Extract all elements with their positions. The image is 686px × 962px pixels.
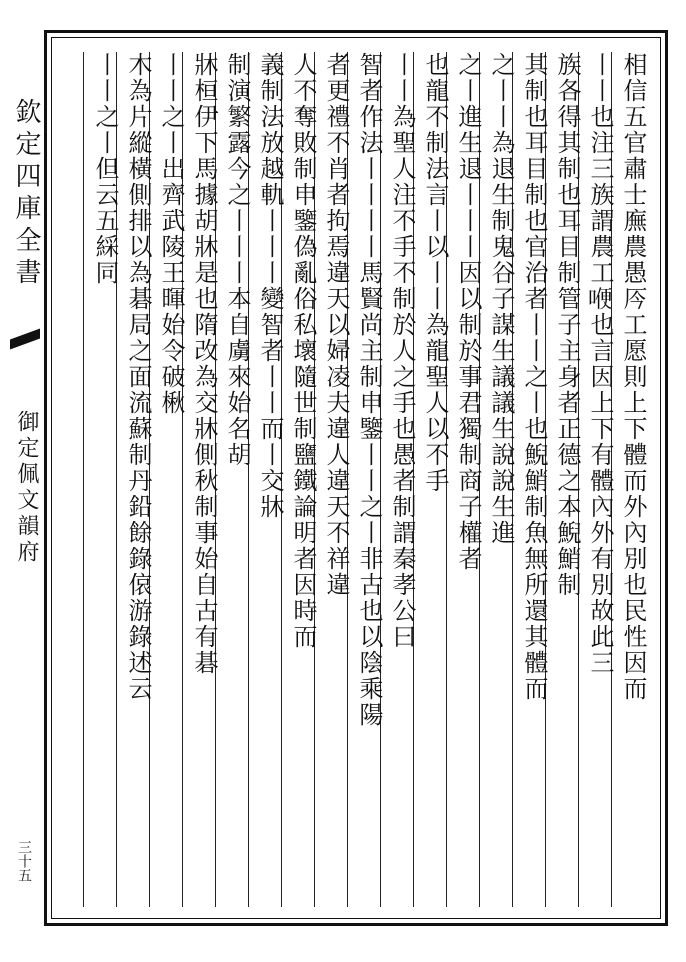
column-text: 丨丨也注三族謂農工𠷊也言因上下有體內外有別故此三: [586, 52, 614, 676]
book-title: 欽定四庫全書: [11, 98, 41, 290]
section-title: 御定佩文韻府: [14, 410, 39, 566]
column-text: 木為片縱橫側排以為碁局之面流蘇制丹鉛餘錄偯游錄述云: [124, 52, 152, 702]
column-text: 丨丨之丨但云五綵同: [91, 52, 119, 286]
column-text: 族各得其制也耳目制管子主身者正德之本鯢鮹制: [553, 52, 581, 598]
column-text: 之丨丨為退生制鬼谷子謀生議議生說說生進: [487, 52, 515, 546]
page-number: 三十五: [16, 840, 32, 882]
column-text: 義制法放越軌丨丨丨變智者丨丨而丨交牀: [256, 52, 284, 520]
fishtail-divider: [10, 329, 40, 350]
column-text: 制演繁露今之丨丨丨本自虜來始名胡: [223, 52, 251, 468]
column-text: 丨丨之丨出齊武陵王暉始令破楸: [157, 52, 185, 416]
column-text: 其制也耳目制也官治者丨丨之丨也鯢鮹制魚無所還其體而: [520, 52, 548, 702]
column-text: 丨丨為聖人注不手不制於人之手也愚者制謂秦孝公曰: [388, 52, 416, 650]
column-text: 人不奪敗制申鑒偽亂俗私壞隨世制鹽鐵論明者因時而: [289, 52, 317, 650]
text-column: [83, 52, 125, 907]
column-text: 相信五官肅士廡農愚㕂工愿則上下體而外內別也民性因而: [619, 52, 647, 702]
column-text: 者更禮不肖者拘焉違天以婦凌夫違人違天不祥違: [322, 52, 350, 598]
column-text: 智者作法丨丨丨丨馬賢尚主制申鑒丨丨之丨非古也以陰乘陽: [355, 52, 383, 728]
margin-column: [6, 40, 40, 920]
column-text: 也龍不制法言丨以丨丨為龍聖人以不手: [421, 52, 449, 494]
column-text: 之丨進生退丨丨丨因以制於事君獨制商子權者: [454, 52, 482, 572]
column-text: 牀桓伊下馬據胡牀是也隋改為交牀側秋制事始自古有碁: [190, 52, 218, 676]
